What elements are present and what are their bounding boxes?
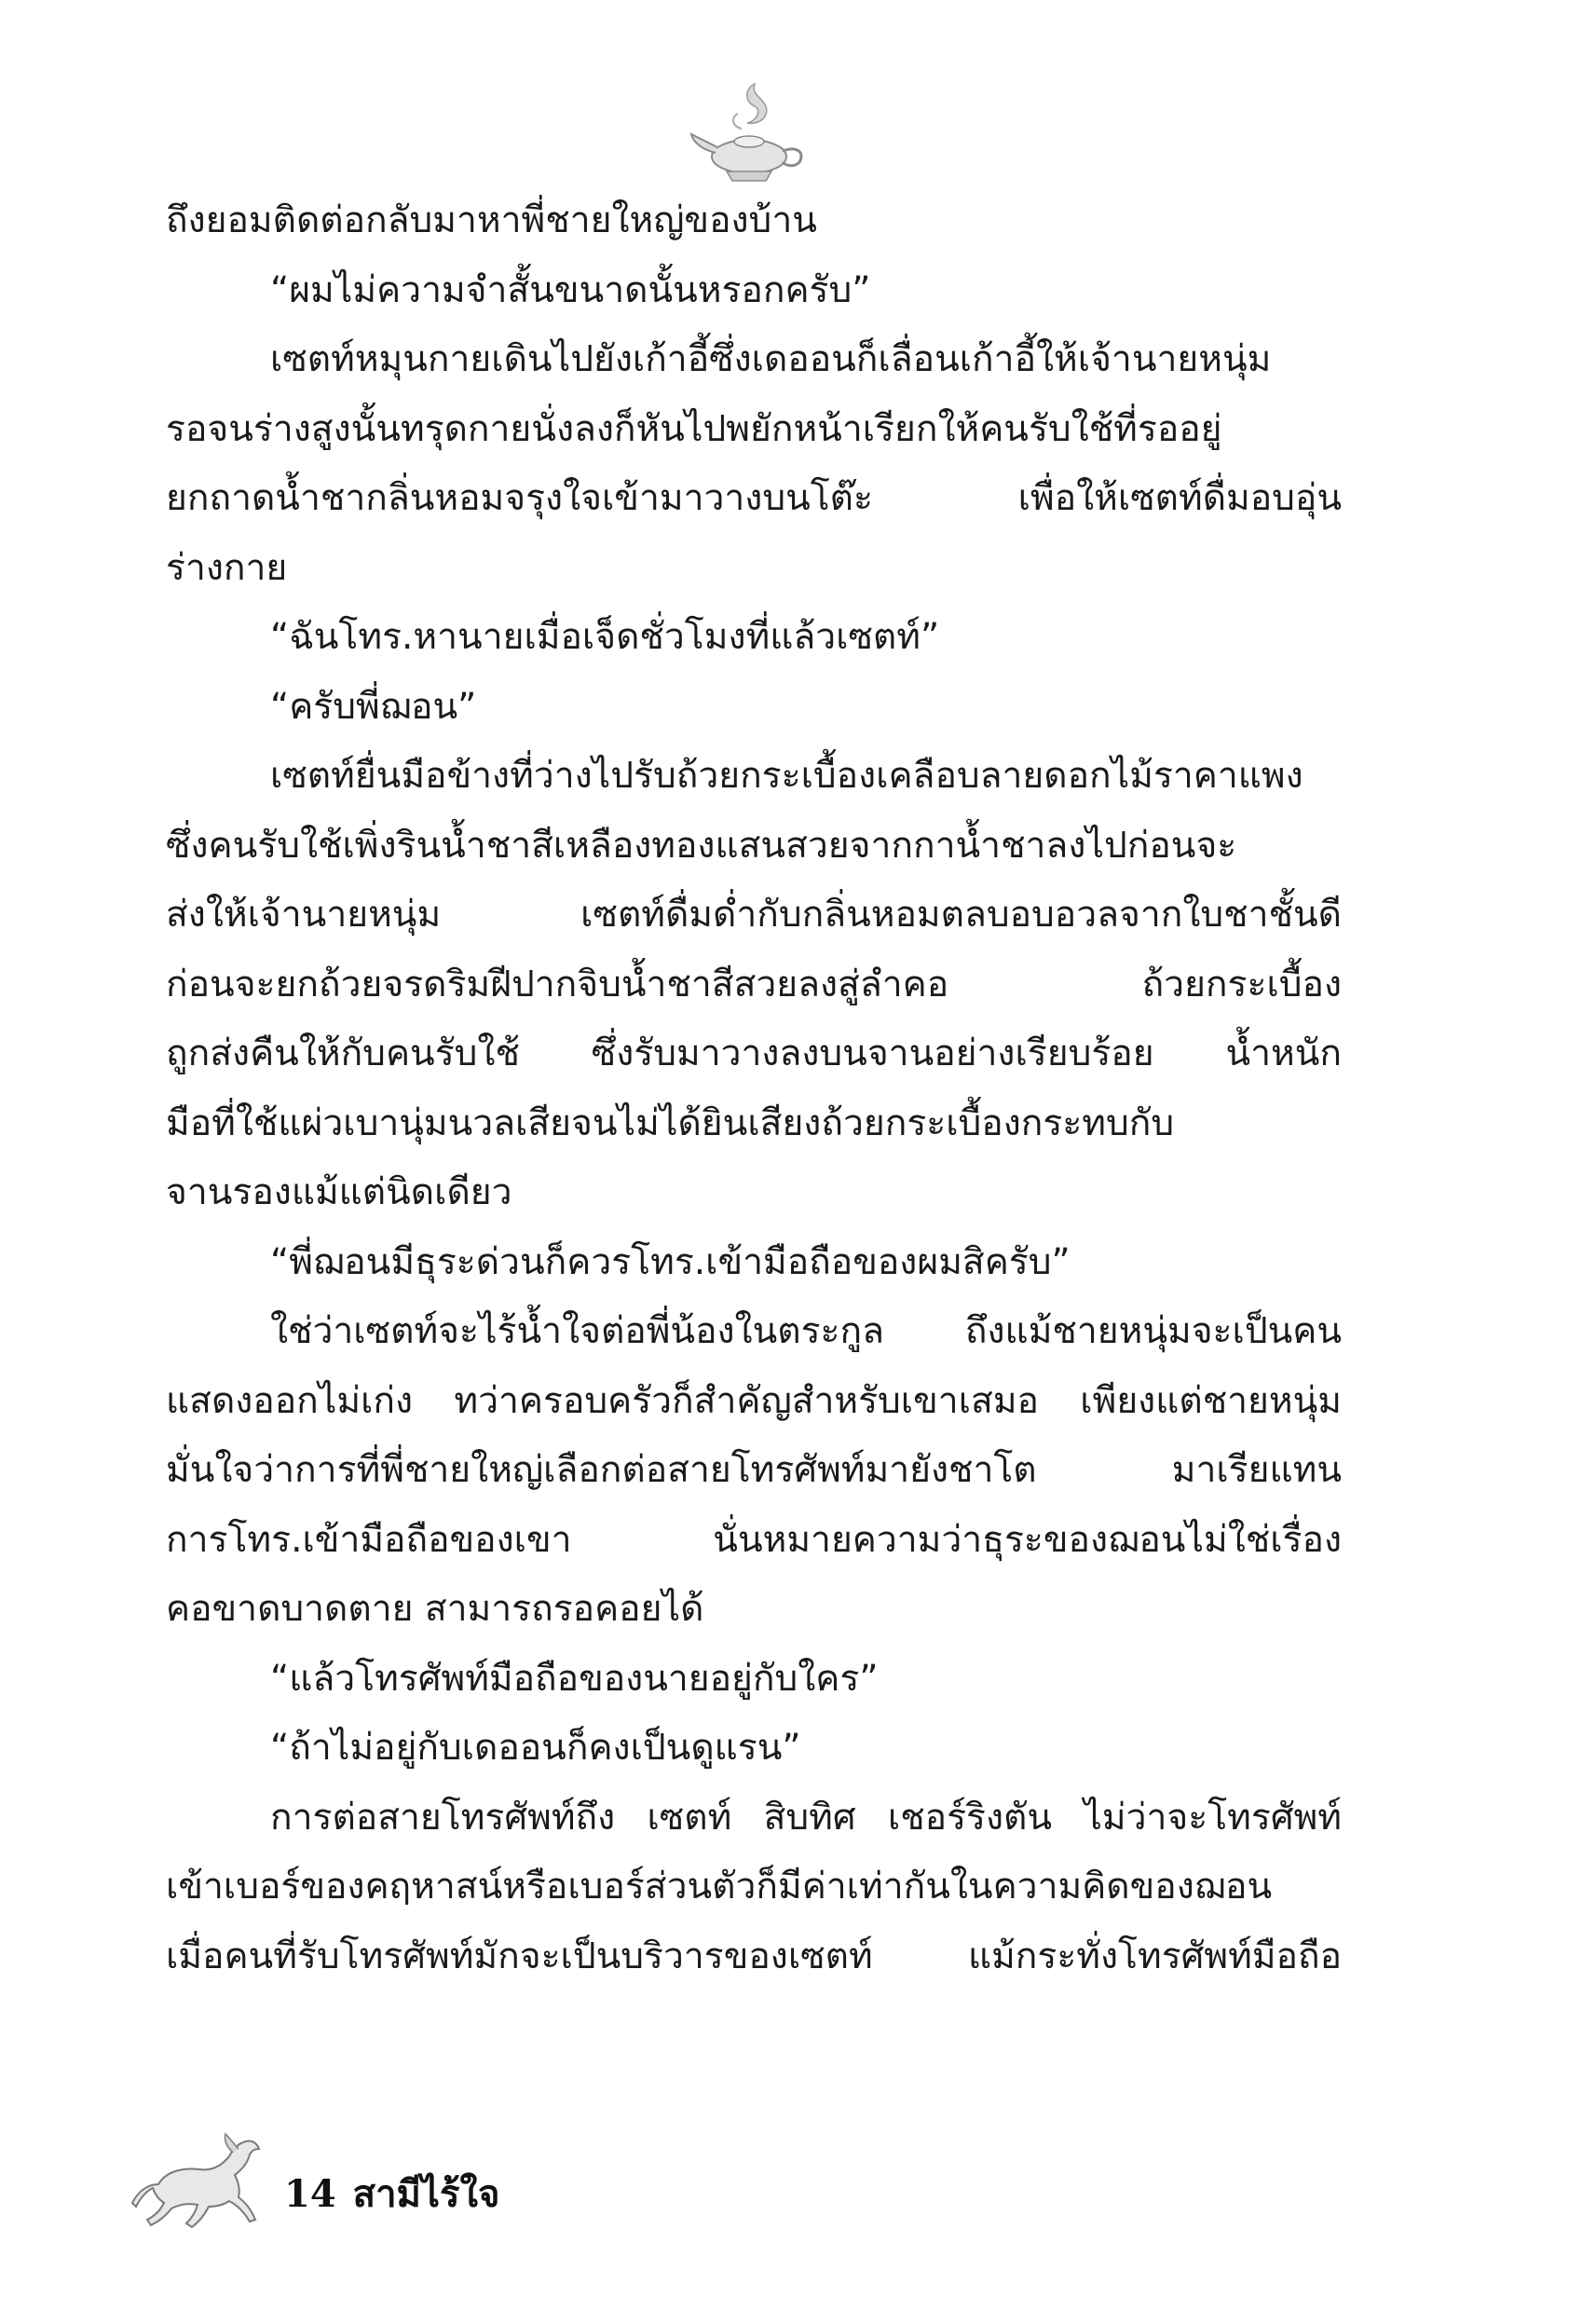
body-text xyxy=(166,186,1342,1991)
text-line: จานรองแม้แต่นิดเดียว xyxy=(166,1171,512,1213)
text-line: “ครับพี่ฌอน” xyxy=(270,685,477,728)
text-line: ถูกส่งคืนให้กับคนรับใช้ ซึ่งรับมาวางลงบนจานอย่างเรียบร้อย น้ำหนัก xyxy=(166,1032,1342,1074)
text-line: มั่นใจว่าการที่พี่ชายใหญ่เลือกต่อสายโทรศัพท์มายังชาโต มาเรียแทน xyxy=(166,1449,1342,1491)
text-line: เซตท์ยื่นมือข้างที่ว่างไปรับถ้วยกระเบื้องเคลือบลายดอกไม้ราคาแพง xyxy=(270,755,1303,797)
text-line: แสดงออกไม่เก่ง ทว่าครอบครัวก็สำคัญสำหรับเขาเสมอ เพียงแต่ชายหนุ่ม xyxy=(166,1379,1342,1422)
text-line: “ถ้าไม่อยู่กับเดออนก็คงเป็นดูแรน” xyxy=(270,1727,801,1769)
text-line: เซตท์หมุนกายเดินไปยังเก้าอี้ซึ่งเดออนก็เลื่อนเก้าอี้ให้เจ้านายหนุ่ม xyxy=(270,338,1272,380)
text-line: ใช่ว่าเซตท์จะไร้น้ำใจต่อพี่น้องในตระกูล ถึงแม้ชายหนุ่มจะเป็นคน xyxy=(270,1310,1342,1352)
text-line: ส่งให้เจ้านายหนุ่ม เซตท์ดื่มด่ำกับกลิ่นหอมตลบอบอวลจากใบชาชั้นดี xyxy=(166,894,1342,936)
text-line: เข้าเบอร์ของคฤหาสน์หรือเบอร์ส่วนตัวก็มีค่าเท่ากันในความคิดของฌอน xyxy=(166,1866,1273,1908)
genie-lamp-icon xyxy=(689,76,811,186)
footer-text xyxy=(284,2164,516,2223)
page-footer xyxy=(130,2125,689,2246)
text-line: มือที่ใช้แผ่วเบานุ่มนวลเสียจนไม่ได้ยินเสียงถ้วยกระเบื้องกระทบกับ xyxy=(166,1101,1175,1144)
page-number: 14 xyxy=(284,2172,336,2216)
text-line: “ฉันโทร.หานายเมื่อเจ็ดชั่วโมงที่แล้วเซตท์” xyxy=(270,616,940,658)
text-line: ยกถาดน้ำชากลิ่นหอมจรุงใจเข้ามาวางบนโต๊ะ เพื่อให้เซตท์ดื่มอบอุ่น xyxy=(166,477,1342,519)
text-line: “พี่ฌอนมีธุระด่วนก็ควรโทร.เข้ามือถือของผมสิครับ” xyxy=(270,1240,1071,1283)
text-line: ซึ่งคนรับใช้เพิ่งรินน้ำชาสีเหลืองทองแสนสวยจากกาน้ำชาลงไปก่อนจะ xyxy=(166,824,1237,867)
text-line: ร่างกาย xyxy=(166,546,288,589)
text-line: “ผมไม่ความจำสั้นขนาดนั้นหรอกครับ” xyxy=(270,268,871,311)
horse-icon xyxy=(130,2125,280,2236)
text-line: คอขาดบาดตาย สามารถรอคอยได้ xyxy=(166,1588,704,1630)
text-line: “แล้วโทรศัพท์มือถือของนายอยู่กับใคร” xyxy=(270,1657,879,1700)
text-line: รอจนร่างสูงนั้นทรุดกายนั่งลงก็หันไปพยักหน้าเรียกให้คนรับใช้ที่รออยู่ xyxy=(166,407,1222,450)
text-line: การโทร.เข้ามือถือของเขา นั่นหมายความว่าธุระของฌอนไม่ใช่เรื่อง xyxy=(166,1518,1342,1561)
book-title: สามีไร้ใจ xyxy=(352,2172,500,2216)
text-line: ก่อนจะยกถ้วยจรดริมฝีปากจิบน้ำชาสีสวยลงสู่ลำคอ ถ้วยกระเบื้อง xyxy=(166,963,1342,1005)
text-line: ถึงยอมติดต่อกลับมาหาพี่ชายใหญ่ของบ้าน xyxy=(166,199,817,241)
text-line: เมื่อคนที่รับโทรศัพท์มักจะเป็นบริวารของเซตท์ แม้กระทั่งโทรศัพท์มือถือ xyxy=(166,1935,1342,1977)
text-line: การต่อสายโทรศัพท์ถึง เซตท์ สิบทิศ เชอร์ริงตัน ไม่ว่าจะโทรศัพท์ xyxy=(270,1796,1342,1839)
